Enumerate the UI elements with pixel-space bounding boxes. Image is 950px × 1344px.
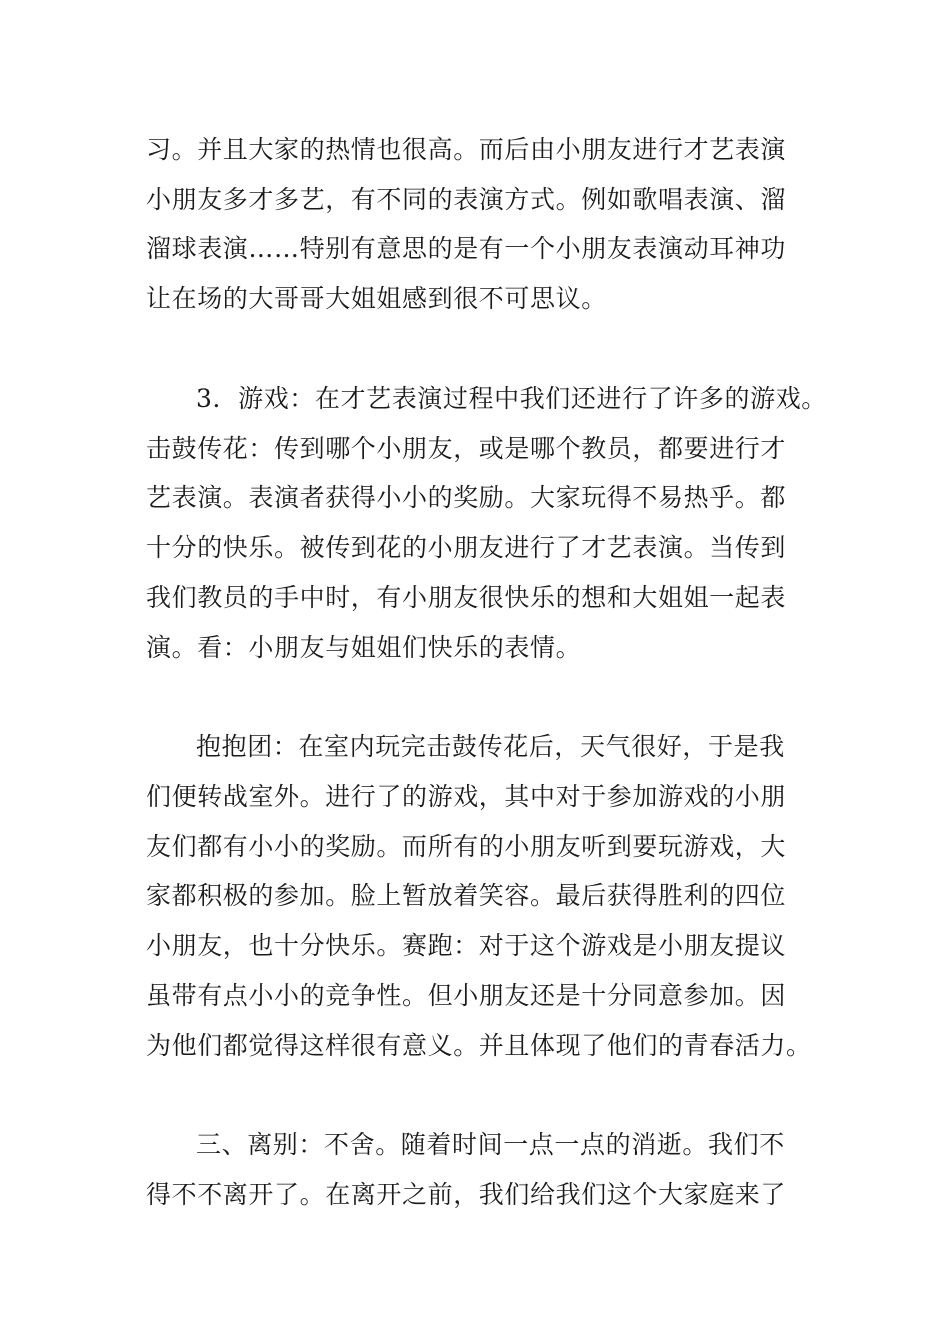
text-line: 虽带有点小小的竞争性。但小朋友还是十分同意参加。因 xyxy=(146,981,787,1010)
text-line: 们便转战室外。进行了的游戏，其中对于参加游戏的小朋 xyxy=(146,782,787,811)
text-line: 习。并且大家的热情也很高。而后由小朋友进行才艺表演 xyxy=(146,135,787,164)
text-line: 小朋友多才多艺，有不同的表演方式。例如歌唱表演、溜 xyxy=(146,185,787,214)
text-line: 十分的快乐。被传到花的小朋友进行了才艺表演。当传到 xyxy=(146,533,787,562)
text-line: 击鼓传花：传到哪个小朋友，或是哪个教员，都要进行才 xyxy=(146,434,787,463)
text-line: 友们都有小小的奖励。而所有的小朋友听到要玩游戏，大 xyxy=(146,832,787,861)
text-line: 演。看：小朋友与姐姐们快乐的表情。 xyxy=(146,633,582,662)
text-line: 得不不离开了。在离开之前，我们给我们这个大家庭来了 xyxy=(146,1180,787,1209)
text-line: 艺表演。表演者获得小小的奖励。大家玩得不易热乎。都 xyxy=(146,483,787,512)
text-line: 抱抱团：在室内玩完击鼓传花后，天气很好，于是我 xyxy=(196,732,785,761)
text-line: 三、离别：不舍。随着时间一点一点的消逝。我们不 xyxy=(196,1130,785,1159)
text-line: 3．游戏：在才艺表演过程中我们还进行了许多的游戏。 xyxy=(196,384,827,413)
text-line: 我们教员的手中时，有小朋友很快乐的想和大姐姐一起表 xyxy=(146,583,787,612)
text-line: 小朋友，也十分快乐。赛跑：对于这个游戏是小朋友提议 xyxy=(146,931,787,960)
text-line: 让在场的大哥哥大姐姐感到很不可思议。 xyxy=(146,284,607,313)
text-line: 家都积极的参加。脸上暂放着笑容。最后获得胜利的四位 xyxy=(146,881,787,910)
text-line: 为他们都觉得这样很有意义。并且体现了他们的青春活力。 xyxy=(146,1031,812,1060)
text-line: 溜球表演……特别有意思的是有一个小朋友表演动耳神功 xyxy=(146,234,787,263)
